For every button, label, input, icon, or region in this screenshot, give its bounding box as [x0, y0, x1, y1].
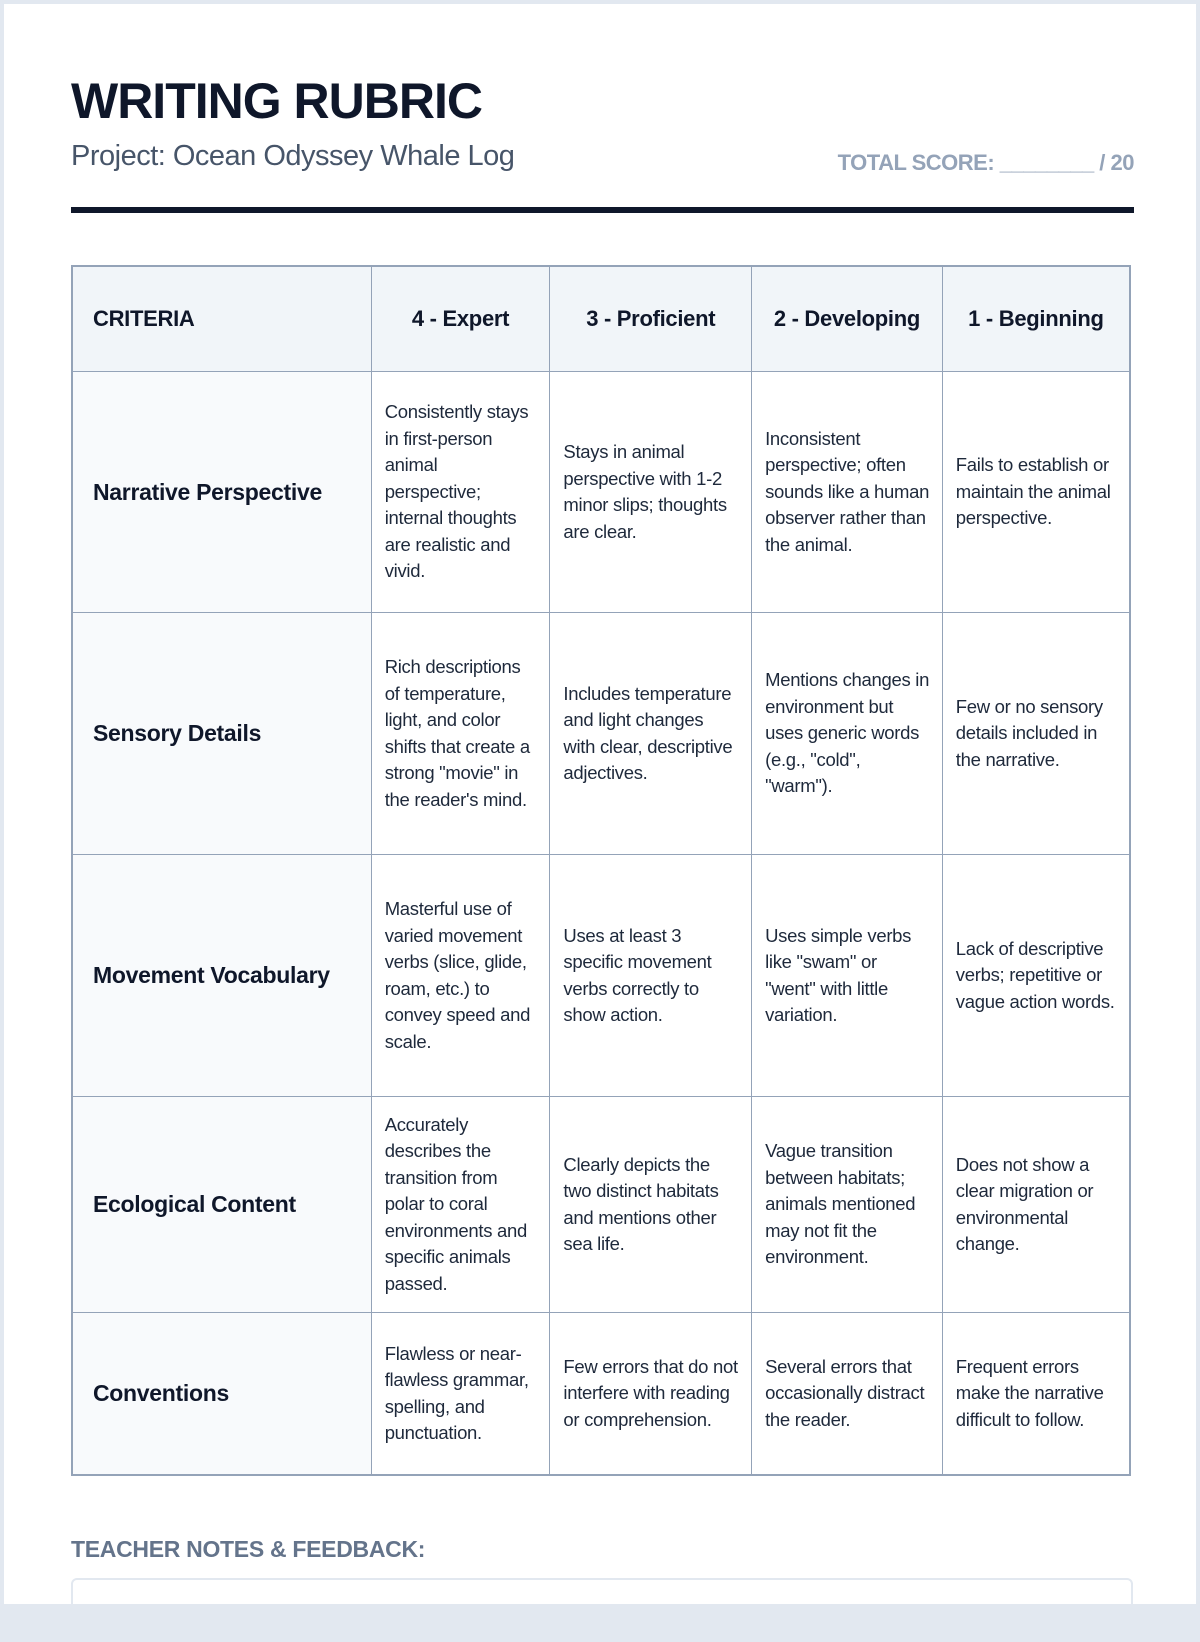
descriptor-cell-expert: Rich descriptions of temperature, light, and color shifts that create a strong "movie" in the reader's mind. — [371, 613, 550, 855]
descriptor-cell-proficient: Few errors that do not interfere with reading or comprehension. — [550, 1313, 752, 1476]
header-divider — [71, 207, 1134, 213]
descriptor-cell-beginning: Few or no sensory details included in the narrative. — [942, 613, 1130, 855]
notes-input[interactable] — [71, 1578, 1133, 1642]
descriptor-cell-beginning: Does not show a clear migration or environmental change. — [942, 1097, 1130, 1313]
criteria-cell: Sensory Details — [72, 613, 371, 855]
descriptor-cell-beginning: Fails to establish or maintain the animal perspective. — [942, 372, 1130, 613]
descriptor-cell-developing: Vague transition between habitats; animals mentioned may not fit the environment. — [752, 1097, 943, 1313]
descriptor-cell-proficient: Clearly depicts the two distinct habitats and mentions other sea life. — [550, 1097, 752, 1313]
descriptor-cell-expert: Consistently stays in first-person animal perspective; internal thoughts are realistic and vivid. — [371, 372, 550, 613]
column-header-proficient: 3 - Proficient — [550, 266, 752, 372]
table-row — [72, 372, 1130, 613]
descriptor-cell-proficient: Stays in animal perspective with 1-2 minor slips; thoughts are clear. — [550, 372, 752, 613]
column-header-developing: 2 - Developing — [752, 266, 943, 372]
table-row — [72, 1097, 1130, 1313]
criteria-cell: Ecological Content — [72, 1097, 371, 1313]
rubric-table — [71, 265, 1131, 1476]
descriptor-cell-developing: Inconsistent perspective; often sounds like a human observer rather than the animal. — [752, 372, 943, 613]
descriptor-cell-developing: Several errors that occasionally distract the reader. — [752, 1313, 943, 1476]
criteria-cell: Movement Vocabulary — [72, 855, 371, 1097]
column-header-criteria: CRITERIA — [72, 266, 371, 372]
notes-label: TEACHER NOTES & FEEDBACK: — [71, 1536, 426, 1562]
table-row — [72, 613, 1130, 855]
descriptor-cell-expert: Masterful use of varied movement verbs (slice, glide, roam, etc.) to convey speed and scale. — [371, 855, 550, 1097]
total-score: TOTAL SCORE: ________ / 20 — [837, 150, 1134, 175]
descriptor-cell-proficient: Includes temperature and light changes with clear, descriptive adjectives. — [550, 613, 752, 855]
rubric-page — [4, 4, 1196, 1604]
table-header-row — [72, 266, 1130, 372]
descriptor-cell-developing: Uses simple verbs like "swam" or "went" with little variation. — [752, 855, 943, 1097]
descriptor-cell-beginning: Frequent errors make the narrative difficult to follow. — [942, 1313, 1130, 1476]
page-title: WRITING RUBRIC — [71, 73, 482, 129]
descriptor-cell-expert: Flawless or near-flawless grammar, spelling, and punctuation. — [371, 1313, 550, 1476]
table-row — [72, 1313, 1130, 1476]
column-header-beginning: 1 - Beginning — [942, 266, 1130, 372]
descriptor-cell-developing: Mentions changes in environment but uses generic words (e.g., "cold", "warm"). — [752, 613, 943, 855]
descriptor-cell-beginning: Lack of descriptive verbs; repetitive or vague action words. — [942, 855, 1130, 1097]
descriptor-cell-expert: Accurately describes the transition from polar to coral environments and specific animals passed. — [371, 1097, 550, 1313]
project-subtitle: Project: Ocean Odyssey Whale Log — [71, 140, 515, 172]
criteria-cell: Narrative Perspective — [72, 372, 371, 613]
criteria-cell: Conventions — [72, 1313, 371, 1476]
descriptor-cell-proficient: Uses at least 3 specific movement verbs correctly to show action. — [550, 855, 752, 1097]
table-row — [72, 855, 1130, 1097]
column-header-expert: 4 - Expert — [371, 266, 550, 372]
